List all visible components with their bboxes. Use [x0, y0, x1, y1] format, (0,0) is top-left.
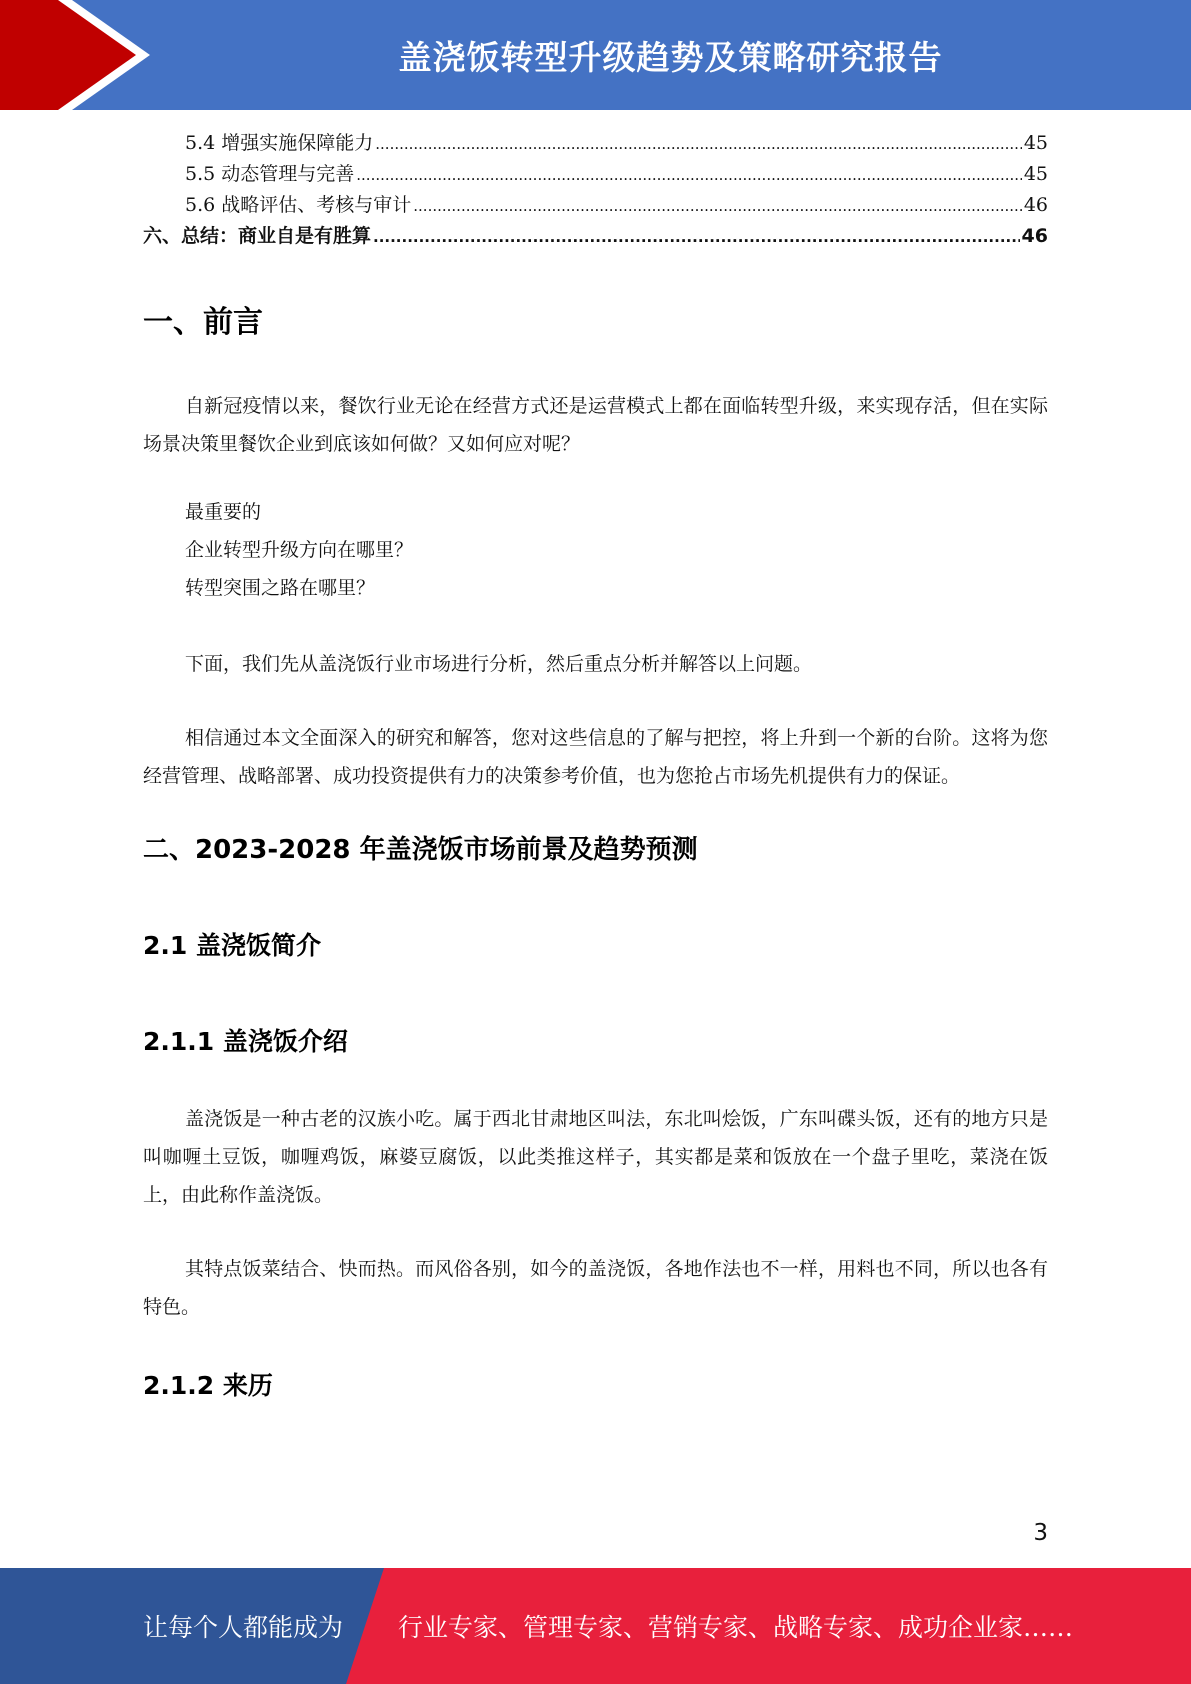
paragraph: 相信通过本文全面深入的研究和解答，您对这些信息的了解与把控，将上升到一个新的台阶。这将为您经营管理、战略部署、成功投资提供有力的决策参考价值，也为您抢占市场先机提供有力的保证。 [143, 727, 1048, 787]
footer-slogan-right: 行业专家、管理专家、营销专家、战略专家、成功企业家…… [398, 1613, 1074, 1642]
document-body [143, 290, 1048, 1402]
toc-dot-leader [375, 132, 1022, 154]
toc-entry[interactable] [143, 159, 1048, 190]
paragraph: 自新冠疫情以来，餐饮行业无论在经营方式还是运营模式上都在面临转型升级，来实现存活，但在实际场景决策里餐饮企业到底该如何做？又如何应对呢？ [143, 395, 1048, 455]
toc-entry[interactable] [143, 128, 1048, 159]
toc-entry-page: 46 [1023, 194, 1048, 216]
table-of-contents [143, 128, 1048, 252]
toc-entry-label: 5.6 战略评估、考核与审计 [185, 194, 412, 216]
subsection-heading-intro: 2.1 盖浇饭简介 [143, 931, 321, 960]
footer-slogan-left: 让每个人都能成为 [143, 1613, 344, 1642]
paragraph: 盖浇饭是一种古老的汉族小吃。属于西北甘肃地区叫法，东北叫烩饭，广东叫碟头饭，还有的地方只是叫咖喱土豆饭，咖喱鸡饭，麻婆豆腐饭，以此类推这样子，其实都是菜和饭放在一个盘子里吃，菜浇在饭上，由此称作盖浇饭。 [143, 1108, 1048, 1206]
toc-entry-label: 5.5 动态管理与完善 [185, 163, 355, 185]
toc-dot-leader [373, 225, 1020, 247]
question-line: 转型突围之路在哪里？ [185, 577, 376, 599]
section-heading-market: 二、2023-2028 年盖浇饭市场前景及趋势预测 [143, 835, 698, 865]
subsection-heading-origin: 2.1.2 来历 [143, 1371, 273, 1400]
toc-entry[interactable] [143, 221, 1048, 252]
toc-dot-leader [413, 194, 1022, 216]
question-line: 最重要的 [185, 501, 262, 523]
subsection-heading-introduction: 2.1.1 盖浇饭介绍 [143, 1027, 348, 1056]
toc-dot-leader [356, 163, 1022, 185]
footer-banner [0, 1568, 1191, 1684]
toc-entry-page: 45 [1023, 163, 1048, 185]
toc-entry-label: 六、总结：商业自是有胜算 [143, 225, 372, 247]
question-line: 企业转型升级方向在哪里？ [185, 539, 414, 561]
toc-entry-page: 46 [1021, 225, 1048, 247]
section-heading-preface: 一、前言 [143, 305, 263, 340]
paragraph: 其特点饭菜结合、快而热。而风俗各别，如今的盖浇饭，各地作法也不一样，用料也不同，所以也各有特色。 [143, 1258, 1048, 1318]
header-banner [0, 0, 1191, 110]
question-list [143, 493, 1048, 607]
report-title: 盖浇饭转型升级趋势及策略研究报告 [398, 37, 943, 77]
toc-entry[interactable] [143, 190, 1048, 221]
page-number: 3 [1033, 1520, 1048, 1546]
paragraph: 下面，我们先从盖浇饭行业市场进行分析，然后重点分析并解答以上问题。 [185, 653, 813, 675]
toc-entry-label: 5.4 增强实施保障能力 [185, 132, 374, 154]
toc-entry-page: 45 [1023, 132, 1048, 154]
